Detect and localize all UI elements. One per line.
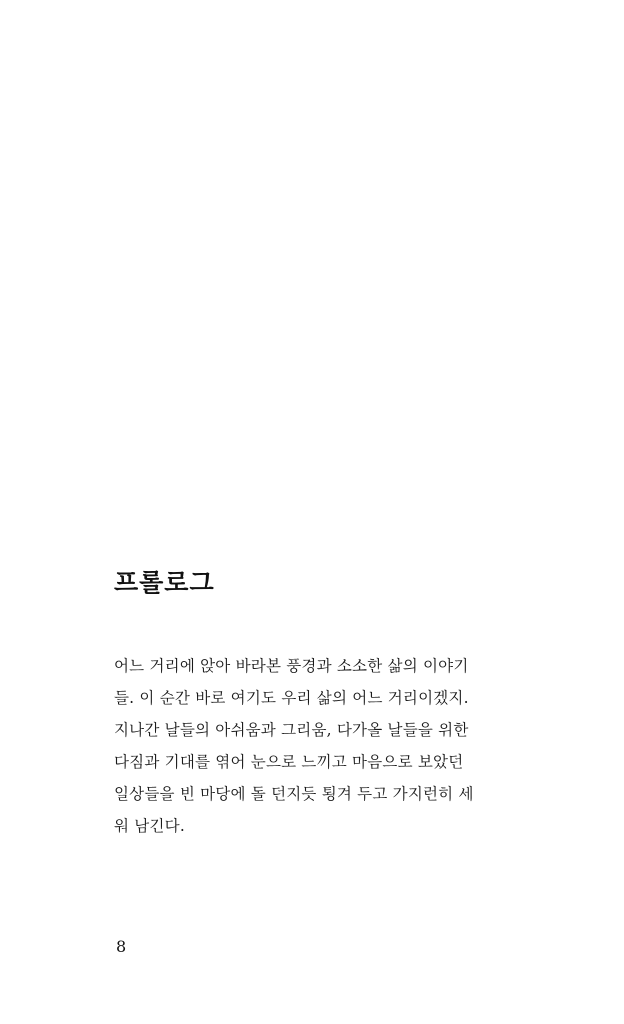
chapter-title: 프롤로그 — [114, 568, 215, 597]
body-line-1: 어느 거리에 앉아 바라본 풍경과 소소한 삶의 이야기 — [114, 657, 469, 675]
page-number: 8 — [116, 937, 127, 956]
body-line-3: 지나간 날들의 아쉬움과 그리움, 다가올 날들을 위한 — [114, 721, 469, 739]
body-line-4: 다짐과 기대를 엮어 눈으로 느끼고 마음으로 보았던 — [114, 753, 464, 771]
body-line-6: 워 남긴다. — [114, 817, 185, 835]
body-line-5: 일상들을 빈 마당에 돌 던지듯 툉겨 두고 가지런히 세 — [114, 785, 474, 803]
body-line-2: 들. 이 순간 바로 여기도 우리 삶의 어느 거리이겠지. — [114, 689, 469, 707]
body-paragraph — [114, 650, 494, 842]
